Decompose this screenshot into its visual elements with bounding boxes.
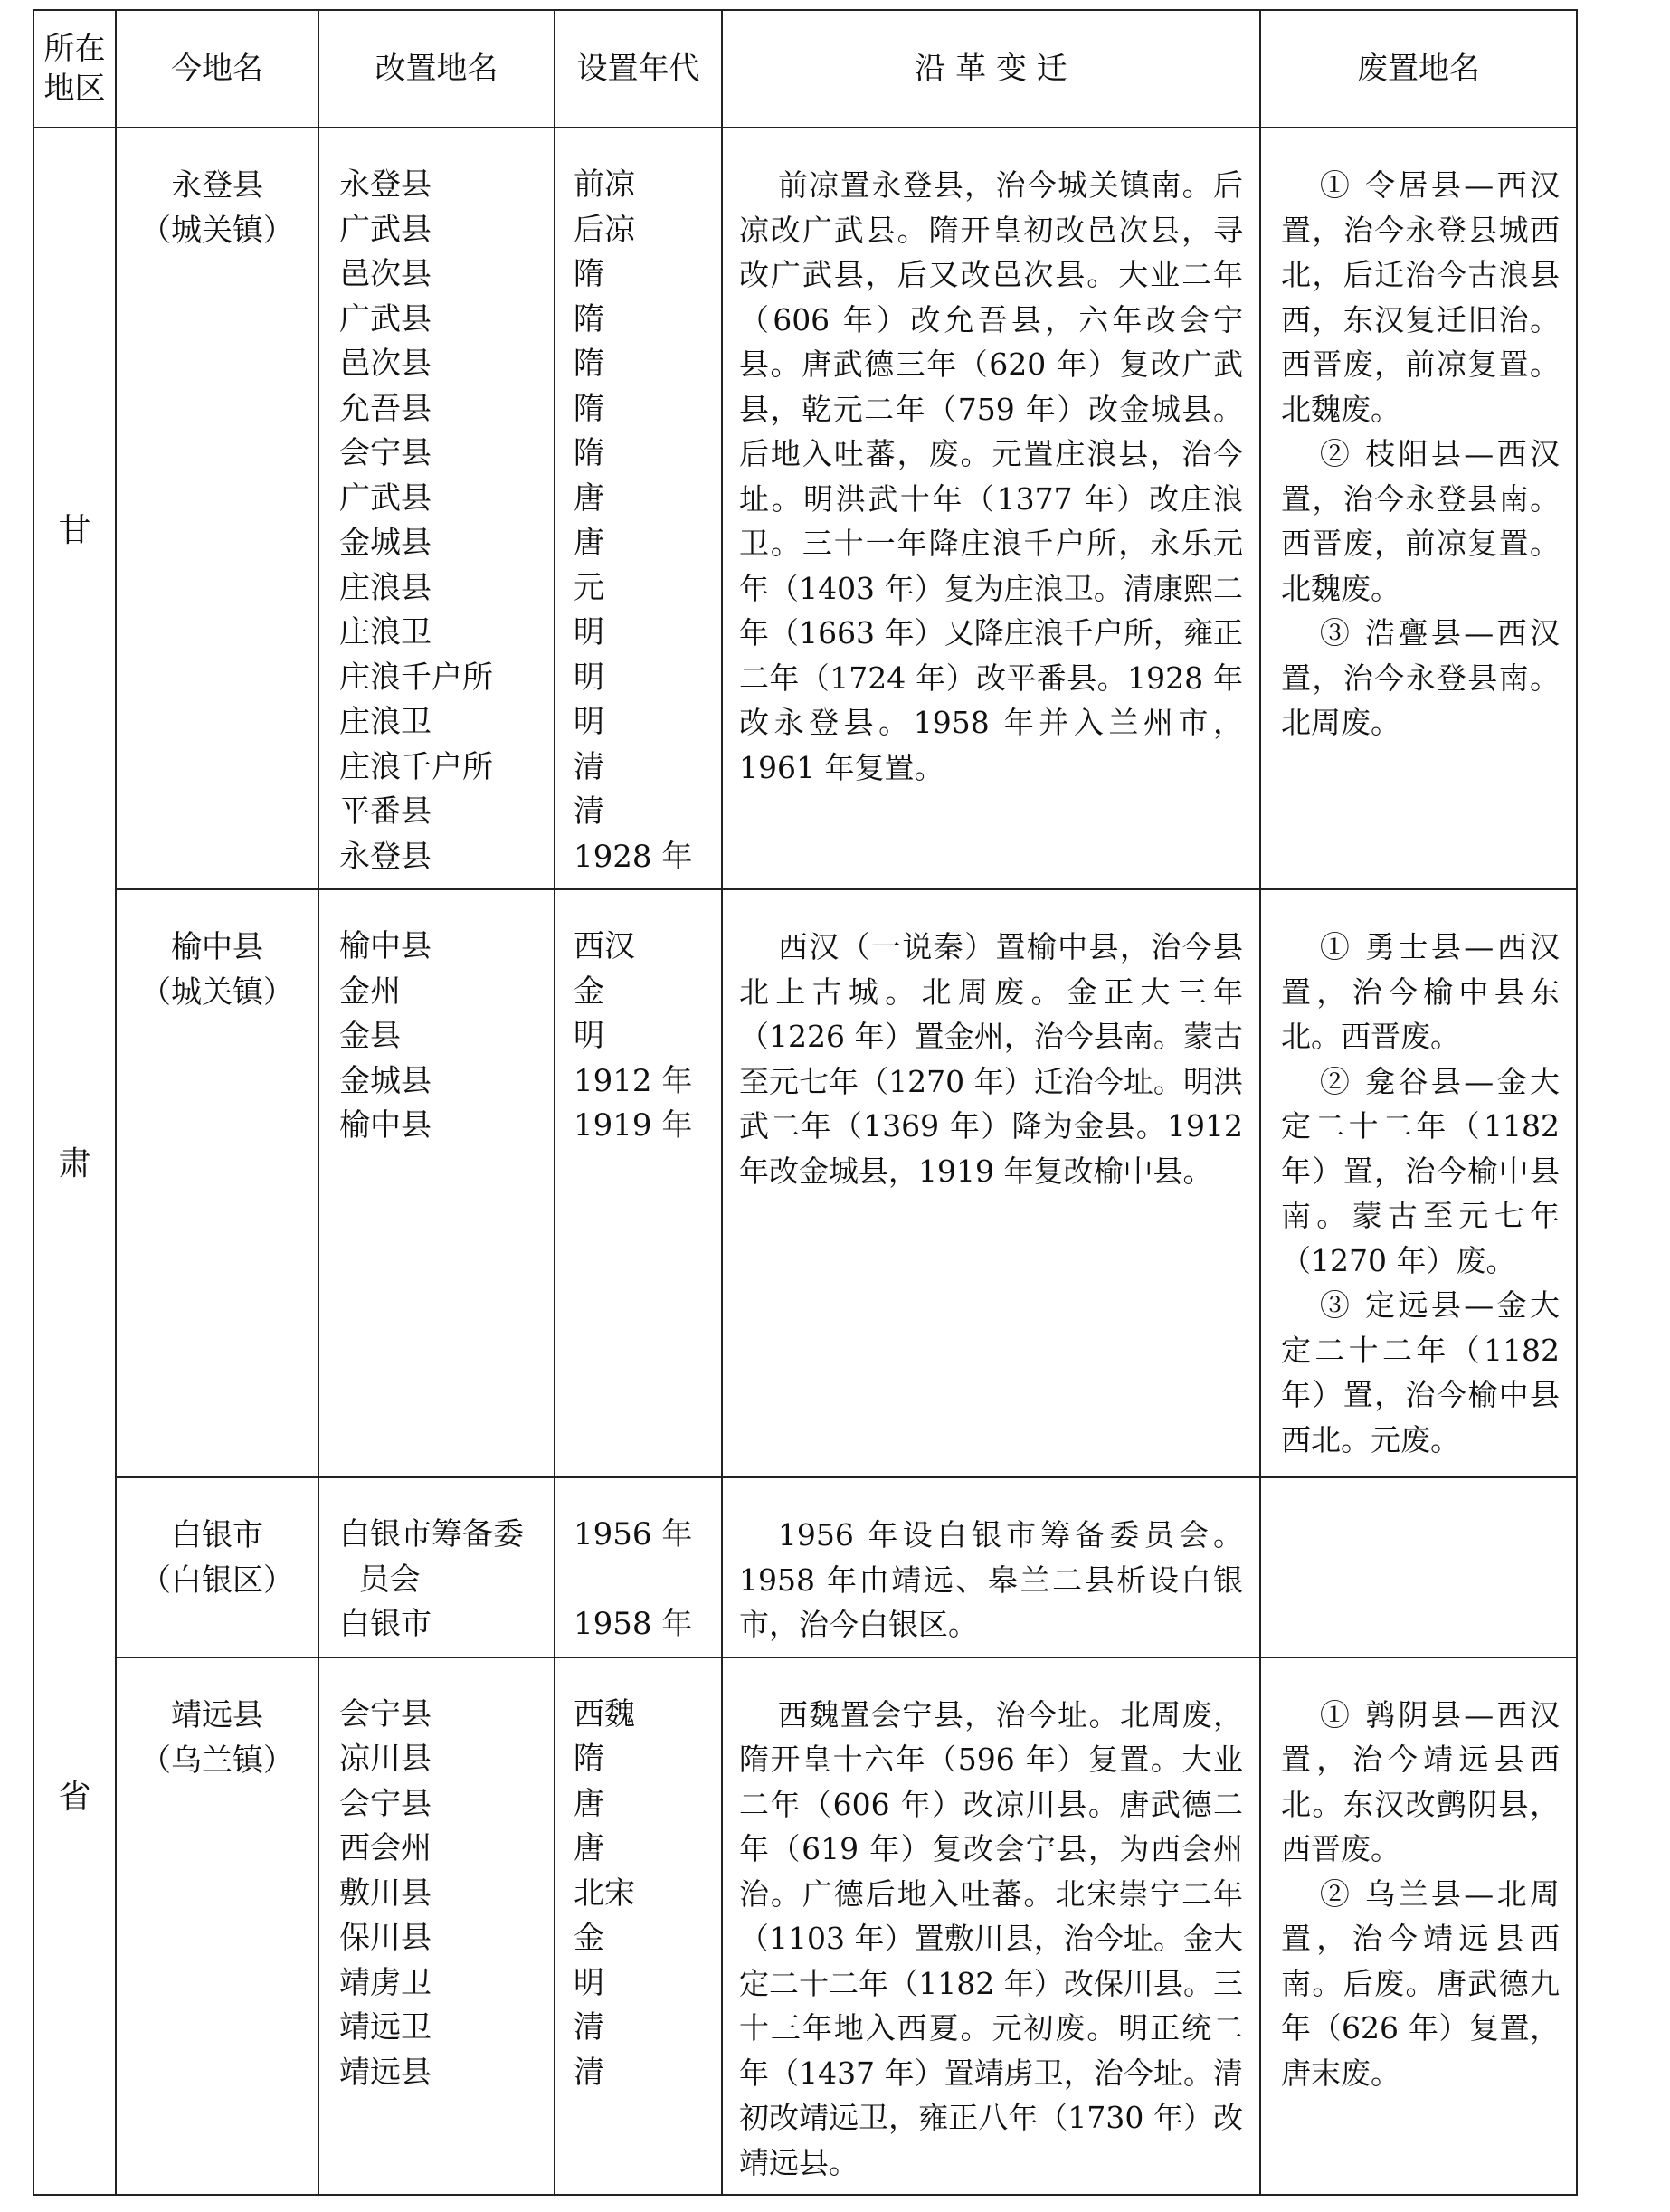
period-item: 清 <box>574 793 604 830</box>
current-name: 白银市 <box>171 1517 263 1553</box>
period-cell <box>555 889 722 1477</box>
period-item: 隋 <box>574 435 604 471</box>
county-seat: （乌兰镇） <box>140 1742 294 1779</box>
renamed-item: 保川县 <box>339 1920 432 1956</box>
renamed-cell <box>318 1477 555 1657</box>
period-cell <box>555 1477 722 1657</box>
abolished-item: ② 枝阳县—西汉置，治今永登县南。西晋废，前凉复置。北魏废。 <box>1281 436 1560 606</box>
renamed-item: 凉川县 <box>339 1741 432 1777</box>
abolished-cell <box>1260 1657 1577 2196</box>
period-item: 1958 年 <box>574 1606 693 1642</box>
renamed-item: 金城县 <box>339 525 432 561</box>
period-item: 后凉 <box>574 211 635 248</box>
period-cell <box>555 128 722 889</box>
abolished-cell <box>1260 1477 1577 1657</box>
current-name: 靖远县 <box>171 1696 263 1733</box>
county-seat: （城关镇） <box>140 213 294 249</box>
renamed-item: 靖虏卫 <box>339 1964 432 2001</box>
renamed-item: 金州 <box>339 973 401 1010</box>
period-item <box>574 1558 721 1603</box>
renamed-item: 金县 <box>339 1018 401 1054</box>
renamed-item: 永登县 <box>339 838 432 875</box>
abolished-item: ③ 定远县—金大定二十二年（1182 年）置，治今榆中县西北。元废。 <box>1281 1287 1560 1457</box>
table-row <box>33 889 1577 1477</box>
period-item: 明 <box>574 704 604 740</box>
renamed-item: 庄浪千户所 <box>339 748 493 785</box>
region-char: 省 <box>58 1779 91 1816</box>
renamed-item: 永登县 <box>339 166 432 203</box>
period-item: 明 <box>574 614 604 650</box>
renamed-item: 庄浪千户所 <box>339 659 493 696</box>
period-item: 1956 年 <box>574 1516 693 1552</box>
period-cell <box>555 1657 722 2196</box>
abolished-cell <box>1260 889 1577 1477</box>
table-row <box>33 128 1577 889</box>
current-name: 永登县 <box>171 167 263 204</box>
county-seat: （白银区） <box>140 1562 294 1599</box>
renamed-item: 靖远卫 <box>339 2009 432 2046</box>
renamed-cell <box>318 889 555 1477</box>
history-cell: 西魏置会宁县，治今址。北周废，隋开皇十六年（596 年）复置。大业二年（606 年）改凉川县。唐武德二年（619 年）复改会宁县，为西会州治。广德后地入吐蕃。北宋崇宁二年（1103 年）置敷川县，治今址。金大定二十二年（1182 年）改保川县。三十三年地入西夏。元初废。明正统二年（1437 年）置靖虏卫，治今址。清初改靖远卫，雍正八年（1730 年）改靖远县。 <box>722 1657 1260 2196</box>
renamed-item: 金城县 <box>339 1062 432 1099</box>
period-item: 北宋 <box>574 1875 635 1912</box>
period-item: 1928 年 <box>574 838 693 875</box>
period-item: 1919 年 <box>574 1107 693 1144</box>
renamed-cell <box>318 128 555 889</box>
renamed-item: 白银市 <box>339 1606 432 1642</box>
renamed-item: 会宁县 <box>339 435 432 471</box>
header-history: 沿 革 变 迁 <box>722 10 1260 128</box>
region-char: 肃 <box>58 1145 91 1182</box>
renamed-cell <box>318 1657 555 2196</box>
renamed-item: 广武县 <box>339 479 432 517</box>
header-region <box>33 10 116 128</box>
header-row <box>33 10 1577 128</box>
renamed-item: 白银市筹备委 <box>339 1516 524 1552</box>
period-item: 明 <box>574 1964 604 2001</box>
header-region-text: 所在地区 <box>43 31 106 107</box>
history-cell: 西汉（一说秦）置榆中县，治今县北上古城。北周废。金正大三年（1226 年）置金州，治今县南。蒙古至元七年（1270 年）迁治今址。明洪武二年（1369 年）降为金县。1912 年改金城县，1919 年复改榆中县。 <box>722 889 1260 1477</box>
renamed-item: 敷川县 <box>339 1875 432 1912</box>
history-cell: 1956 年设白银市筹备委员会。1958 年由靖远、皋兰二县析设白银市，治今白银区。 <box>722 1477 1260 1657</box>
period-item: 清 <box>574 748 604 785</box>
abolished-item: ③ 浩亹县—西汉置，治今永登县南。北周废。 <box>1281 615 1560 740</box>
current-name-cell <box>116 128 318 889</box>
renamed-item: 榆中县 <box>339 1107 432 1144</box>
period-item: 金 <box>574 1920 604 1956</box>
region-char: 甘 <box>58 512 91 549</box>
current-name-cell <box>116 889 318 1477</box>
period-item: 隋 <box>574 300 604 337</box>
renamed-item: 庄浪卫 <box>339 614 432 650</box>
period-item: 唐 <box>574 525 604 561</box>
abolished-item: ① 鹑阴县—西汉置，治今靖远县西北。东汉改鹯阴县，西晋废。 <box>1281 1696 1560 1866</box>
period-item: 唐 <box>574 1785 604 1822</box>
renamed-item: 会宁县 <box>339 1695 432 1733</box>
renamed-item: 会宁县 <box>339 1785 432 1822</box>
header-renamed: 改置地名 <box>318 10 555 128</box>
period-item: 隋 <box>574 1741 604 1777</box>
current-name-cell <box>116 1477 318 1657</box>
renamed-item: 庄浪卫 <box>339 704 432 740</box>
table-row <box>33 1477 1577 1657</box>
abolished-item: ② 乌兰县—北周置，治今靖远县西南。后废。唐武德九年（626 年）复置，唐末废。 <box>1281 1875 1560 2091</box>
period-item: 明 <box>574 1018 604 1054</box>
abolished-cell <box>1260 128 1577 889</box>
period-item: 隋 <box>574 346 604 382</box>
renamed-item: 邑次县 <box>339 256 432 292</box>
county-seat: （城关镇） <box>140 974 294 1011</box>
period-item: 清 <box>574 2054 604 2091</box>
abolished-item: ② 龛谷县—金大定二十二年（1182 年）置，治今榆中县南。蒙古至元七年（1270 年）废。 <box>1281 1063 1560 1278</box>
period-item: 西汉 <box>574 928 635 964</box>
region-cell <box>33 128 116 2195</box>
period-item: 西魏 <box>574 1695 635 1733</box>
header-abolished: 废置地名 <box>1260 10 1577 128</box>
abolished-item: ① 勇士县—西汉置，治今榆中县东北。西晋废。 <box>1281 929 1560 1054</box>
header-current-name: 今地名 <box>116 10 318 128</box>
current-name: 榆中县 <box>171 929 263 965</box>
period-item: 隋 <box>574 256 604 292</box>
period-item: 隋 <box>574 390 604 427</box>
renamed-item: 平番县 <box>339 793 432 830</box>
renamed-item: 员会 <box>339 1561 421 1598</box>
abolished-item: ① 令居县—西汉置，治今永登县城西北，后迁治今古浪县西，东汉复迁旧治。西晋废，前凉复置。北魏废。 <box>1281 167 1560 427</box>
renamed-item: 庄浪县 <box>339 569 432 606</box>
period-item: 唐 <box>574 1830 604 1866</box>
period-item: 前凉 <box>574 166 635 203</box>
header-period: 设置年代 <box>555 10 722 128</box>
table-row <box>33 1657 1577 2196</box>
period-item: 唐 <box>574 479 604 517</box>
renamed-item: 允吾县 <box>339 390 432 427</box>
period-item: 1912 年 <box>574 1062 693 1099</box>
period-item: 清 <box>574 2009 604 2046</box>
period-item: 金 <box>574 973 604 1010</box>
renamed-item: 广武县 <box>339 211 432 248</box>
period-item: 明 <box>574 659 604 696</box>
history-cell: 前凉置永登县，治今城关镇南。后凉改广武县。隋开皇初改邑次县，寻改广武县，后又改邑次县。大业二年（606 年）改允吾县，六年改会宁县。唐武德三年（620 年）复改广武县，乾元二年（759 年）改金城县。后地入吐蕃，废。元置庄浪县，治今址。明洪武十年（1377 年）改庄浪卫。三十一年降庄浪千户所，永乐元年（1403 年）复为庄浪卫。清康熙二年（1663 年）又降庄浪千户所，雍正二年（1724 年）改平番县。1928 年改永登县。1958 年并入兰州市，1961 年复置。 <box>722 128 1260 889</box>
gazetteer-table <box>33 9 1578 2196</box>
period-item: 元 <box>574 569 604 606</box>
renamed-item: 广武县 <box>339 300 432 337</box>
renamed-item: 西会州 <box>339 1830 432 1866</box>
renamed-item: 靖远县 <box>339 2054 432 2091</box>
renamed-item: 邑次县 <box>339 346 432 382</box>
renamed-item: 榆中县 <box>339 928 432 964</box>
current-name-cell <box>116 1657 318 2196</box>
